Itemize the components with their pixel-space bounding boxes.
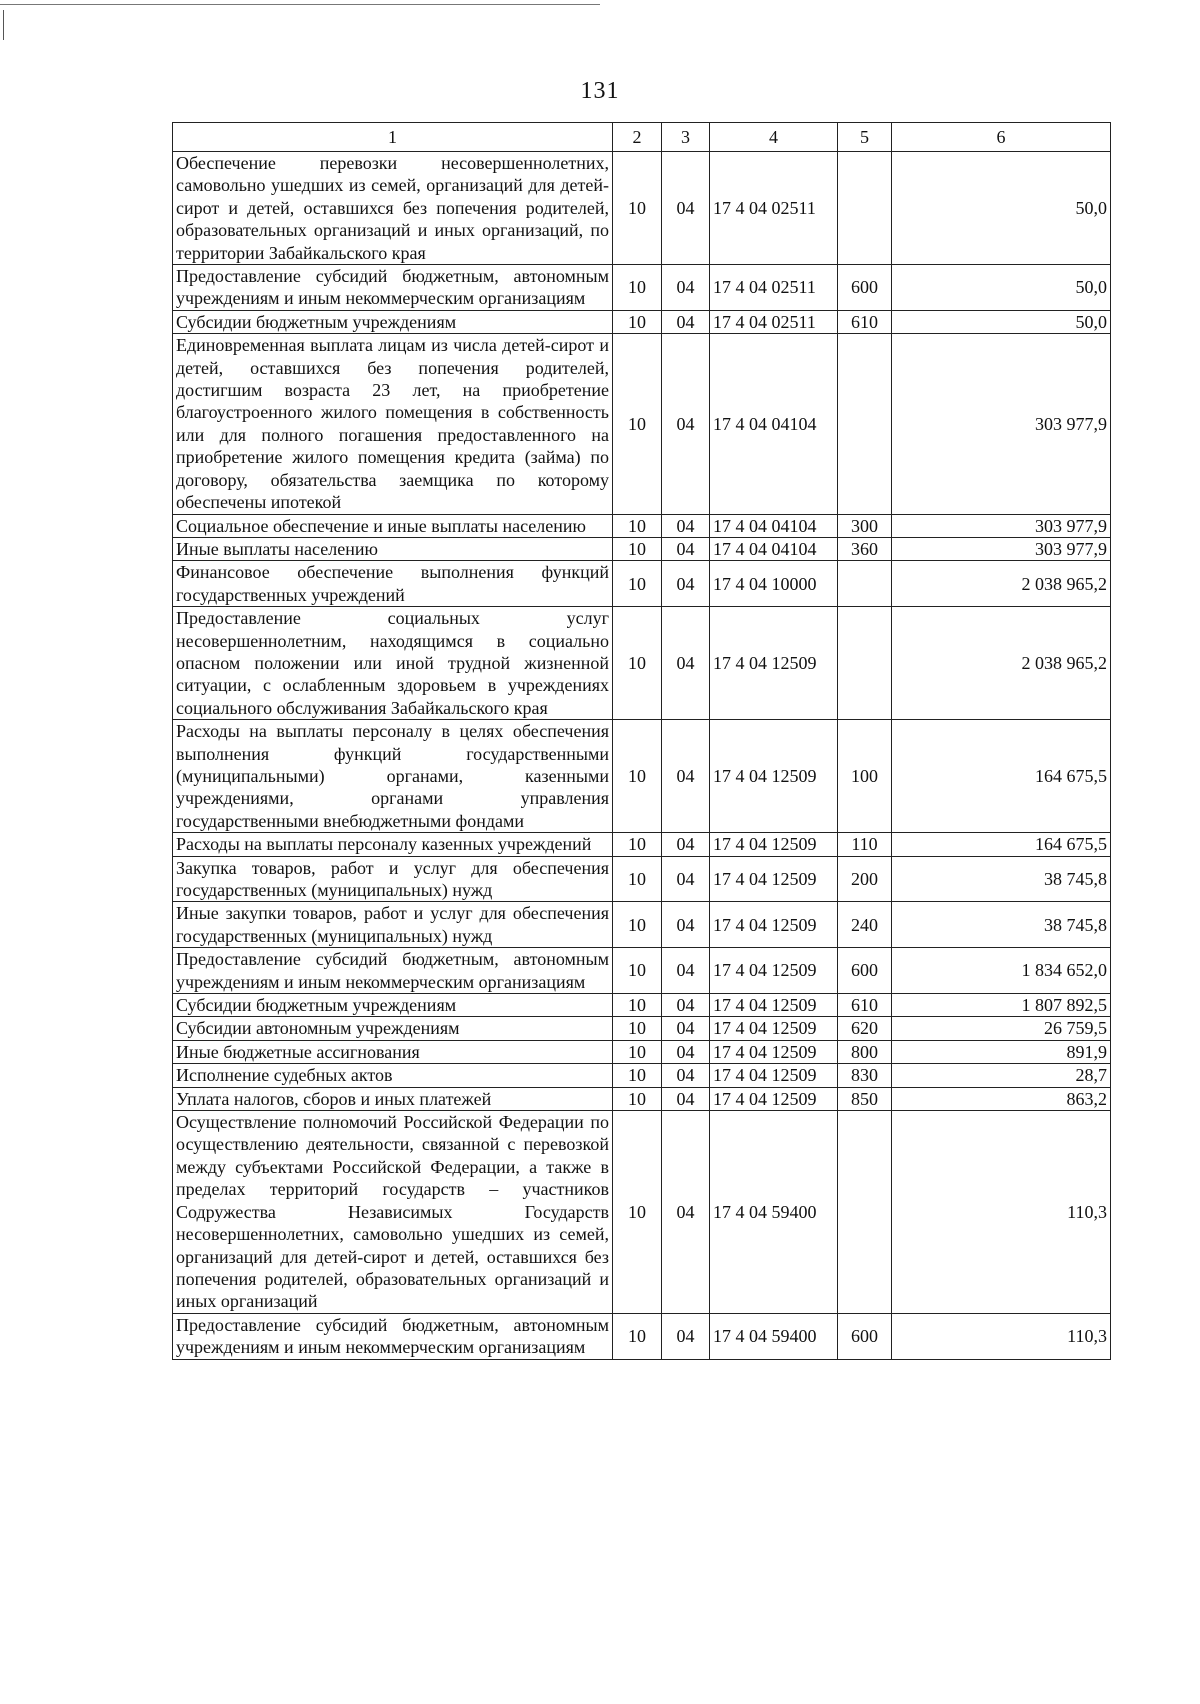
table-row bbox=[173, 607, 1111, 720]
row-subsection-code: 04 bbox=[662, 1087, 710, 1110]
table-row bbox=[173, 1040, 1111, 1063]
row-amount: 38 745,8 bbox=[892, 856, 1111, 902]
row-amount: 2 038 965,2 bbox=[892, 561, 1111, 607]
table-row bbox=[173, 1017, 1111, 1040]
row-name: Расходы на выплаты персоналу казенных учреждений bbox=[173, 833, 613, 856]
row-section-code: 10 bbox=[613, 1313, 662, 1359]
row-subsection-code: 04 bbox=[662, 265, 710, 311]
row-section-code: 10 bbox=[613, 948, 662, 994]
table-row bbox=[173, 1087, 1111, 1110]
column-header-5: 5 bbox=[838, 123, 892, 152]
row-target-article: 17 4 04 59400 bbox=[710, 1111, 838, 1314]
row-target-article: 17 4 04 12509 bbox=[710, 720, 838, 833]
row-target-article: 17 4 04 12509 bbox=[710, 1064, 838, 1087]
row-amount: 1 807 892,5 bbox=[892, 994, 1111, 1017]
row-expense-type: 610 bbox=[838, 994, 892, 1017]
table-row bbox=[173, 334, 1111, 514]
row-target-article: 17 4 04 12509 bbox=[710, 948, 838, 994]
row-expense-type bbox=[838, 334, 892, 514]
row-target-article: 17 4 04 12509 bbox=[710, 902, 838, 948]
row-subsection-code: 04 bbox=[662, 334, 710, 514]
table-row bbox=[173, 856, 1111, 902]
page-number: 131 bbox=[580, 78, 620, 104]
row-section-code: 10 bbox=[613, 856, 662, 902]
row-amount: 110,3 bbox=[892, 1111, 1111, 1314]
row-amount: 1 834 652,0 bbox=[892, 948, 1111, 994]
table-row bbox=[173, 310, 1111, 333]
row-expense-type: 300 bbox=[838, 514, 892, 537]
row-subsection-code: 04 bbox=[662, 994, 710, 1017]
table-row bbox=[173, 1313, 1111, 1359]
row-subsection-code: 04 bbox=[662, 833, 710, 856]
row-name: Предоставление субсидий бюджетным, автономным учреждениям и иным некоммерческим организациям bbox=[173, 948, 613, 994]
table-row bbox=[173, 265, 1111, 311]
row-section-code: 10 bbox=[613, 514, 662, 537]
row-section-code: 10 bbox=[613, 994, 662, 1017]
row-amount: 891,9 bbox=[892, 1040, 1111, 1063]
table-row bbox=[173, 720, 1111, 833]
row-section-code: 10 bbox=[613, 334, 662, 514]
row-subsection-code: 04 bbox=[662, 1064, 710, 1087]
row-target-article: 17 4 04 04104 bbox=[710, 537, 838, 560]
column-header-3: 3 bbox=[662, 123, 710, 152]
table-row bbox=[173, 514, 1111, 537]
row-subsection-code: 04 bbox=[662, 720, 710, 833]
row-section-code: 10 bbox=[613, 537, 662, 560]
row-expense-type: 360 bbox=[838, 537, 892, 560]
table-row bbox=[173, 561, 1111, 607]
row-expense-type: 110 bbox=[838, 833, 892, 856]
table-row bbox=[173, 948, 1111, 994]
row-amount: 26 759,5 bbox=[892, 1017, 1111, 1040]
table-row bbox=[173, 902, 1111, 948]
scan-edge-line bbox=[0, 4, 600, 5]
table-row bbox=[173, 537, 1111, 560]
row-target-article: 17 4 04 59400 bbox=[710, 1313, 838, 1359]
row-subsection-code: 04 bbox=[662, 152, 710, 265]
row-target-article: 17 4 04 04104 bbox=[710, 514, 838, 537]
row-target-article: 17 4 04 02511 bbox=[710, 265, 838, 311]
row-subsection-code: 04 bbox=[662, 1040, 710, 1063]
header-row bbox=[173, 123, 1111, 152]
row-section-code: 10 bbox=[613, 1087, 662, 1110]
row-section-code: 10 bbox=[613, 265, 662, 311]
table-body bbox=[173, 152, 1111, 1360]
row-expense-type: 240 bbox=[838, 902, 892, 948]
row-subsection-code: 04 bbox=[662, 607, 710, 720]
row-section-code: 10 bbox=[613, 152, 662, 265]
row-amount: 303 977,9 bbox=[892, 537, 1111, 560]
row-expense-type: 600 bbox=[838, 265, 892, 311]
row-name: Финансовое обеспечение выполнения функций государственных учреждений bbox=[173, 561, 613, 607]
row-subsection-code: 04 bbox=[662, 561, 710, 607]
row-subsection-code: 04 bbox=[662, 948, 710, 994]
row-target-article: 17 4 04 12509 bbox=[710, 1040, 838, 1063]
row-expense-type: 610 bbox=[838, 310, 892, 333]
row-subsection-code: 04 bbox=[662, 856, 710, 902]
row-subsection-code: 04 bbox=[662, 1017, 710, 1040]
row-amount: 2 038 965,2 bbox=[892, 607, 1111, 720]
row-expense-type: 800 bbox=[838, 1040, 892, 1063]
row-expense-type: 850 bbox=[838, 1087, 892, 1110]
row-expense-type: 620 bbox=[838, 1017, 892, 1040]
row-subsection-code: 04 bbox=[662, 1111, 710, 1314]
row-section-code: 10 bbox=[613, 1017, 662, 1040]
row-target-article: 17 4 04 02511 bbox=[710, 310, 838, 333]
row-name: Уплата налогов, сборов и иных платежей bbox=[173, 1087, 613, 1110]
row-expense-type: 200 bbox=[838, 856, 892, 902]
row-amount: 28,7 bbox=[892, 1064, 1111, 1087]
row-section-code: 10 bbox=[613, 1040, 662, 1063]
row-name: Единовременная выплата лицам из числа детей-сирот и детей, оставшихся без попечения родителей, достигшим возраста 23 лет, на приобретение благоустроенного жилого помещения в собственность или для полного погашения предоставленного на приобретение жилого помещения кредита (займа) по договору, обязательства заемщика по которому обеспечены ипотекой bbox=[173, 334, 613, 514]
row-expense-type: 830 bbox=[838, 1064, 892, 1087]
row-section-code: 10 bbox=[613, 1064, 662, 1087]
row-name: Предоставление социальных услуг несовершеннолетним, находящимся в социально опасном положении или иной трудной жизненной ситуации, с ослабленным здоровьем в учреждениях социального обслуживания Забайкальского края bbox=[173, 607, 613, 720]
row-target-article: 17 4 04 12509 bbox=[710, 856, 838, 902]
table-header bbox=[173, 123, 1111, 152]
row-amount: 50,0 bbox=[892, 152, 1111, 265]
row-expense-type: 600 bbox=[838, 948, 892, 994]
row-section-code: 10 bbox=[613, 607, 662, 720]
row-expense-type bbox=[838, 607, 892, 720]
row-amount: 863,2 bbox=[892, 1087, 1111, 1110]
row-section-code: 10 bbox=[613, 902, 662, 948]
row-section-code: 10 bbox=[613, 561, 662, 607]
row-subsection-code: 04 bbox=[662, 902, 710, 948]
row-target-article: 17 4 04 12509 bbox=[710, 994, 838, 1017]
budget-table bbox=[172, 122, 1111, 1360]
row-name: Предоставление субсидий бюджетным, автономным учреждениям и иным некоммерческим организациям bbox=[173, 1313, 613, 1359]
row-target-article: 17 4 04 12509 bbox=[710, 607, 838, 720]
scan-edge-mark bbox=[3, 10, 4, 40]
row-amount: 50,0 bbox=[892, 265, 1111, 311]
row-expense-type bbox=[838, 1111, 892, 1314]
row-target-article: 17 4 04 12509 bbox=[710, 833, 838, 856]
row-subsection-code: 04 bbox=[662, 1313, 710, 1359]
row-target-article: 17 4 04 10000 bbox=[710, 561, 838, 607]
row-amount: 38 745,8 bbox=[892, 902, 1111, 948]
row-amount: 110,3 bbox=[892, 1313, 1111, 1359]
row-amount: 303 977,9 bbox=[892, 514, 1111, 537]
column-header-4: 4 bbox=[710, 123, 838, 152]
row-subsection-code: 04 bbox=[662, 514, 710, 537]
row-name: Расходы на выплаты персоналу в целях обеспечения выполнения функций государственными (муниципальными) органами, казенными учреждениями, органами управления государственными внебюджетными фондами bbox=[173, 720, 613, 833]
row-subsection-code: 04 bbox=[662, 537, 710, 560]
row-expense-type: 600 bbox=[838, 1313, 892, 1359]
row-name: Иные бюджетные ассигнования bbox=[173, 1040, 613, 1063]
row-section-code: 10 bbox=[613, 720, 662, 833]
row-amount: 164 675,5 bbox=[892, 720, 1111, 833]
row-name: Иные закупки товаров, работ и услуг для обеспечения государственных (муниципальных) нужд bbox=[173, 902, 613, 948]
row-section-code: 10 bbox=[613, 1111, 662, 1314]
table-row bbox=[173, 833, 1111, 856]
row-expense-type bbox=[838, 152, 892, 265]
row-target-article: 17 4 04 12509 bbox=[710, 1017, 838, 1040]
row-amount: 164 675,5 bbox=[892, 833, 1111, 856]
row-name: Социальное обеспечение и иные выплаты населению bbox=[173, 514, 613, 537]
column-header-1: 1 bbox=[173, 123, 613, 152]
row-amount: 303 977,9 bbox=[892, 334, 1111, 514]
column-header-2: 2 bbox=[613, 123, 662, 152]
row-section-code: 10 bbox=[613, 833, 662, 856]
table-row bbox=[173, 1111, 1111, 1314]
row-target-article: 17 4 04 04104 bbox=[710, 334, 838, 514]
row-target-article: 17 4 04 12509 bbox=[710, 1087, 838, 1110]
row-subsection-code: 04 bbox=[662, 310, 710, 333]
row-name: Обеспечение перевозки несовершеннолетних, самовольно ушедших из семей, организаций для детей-сирот и детей, оставшихся без попечения родителей, образовательных организаций и иных организаций, по территории Забайкальского края bbox=[173, 152, 613, 265]
row-name: Предоставление субсидий бюджетным, автономным учреждениям и иным некоммерческим организациям bbox=[173, 265, 613, 311]
row-target-article: 17 4 04 02511 bbox=[710, 152, 838, 265]
row-name: Субсидии бюджетным учреждениям bbox=[173, 310, 613, 333]
column-header-6: 6 bbox=[892, 123, 1111, 152]
row-name: Осуществление полномочий Российской Федерации по осуществлению деятельности, связанной с перевозкой между субъектами Российской Федерации, а также в пределах территорий государств – участников Содружества Независимых Государств несовершеннолетних, самовольно ушедших из семей, организаций для детей-сирот и детей, оставшихся без попечения родителей, образовательных организаций и иных организаций bbox=[173, 1111, 613, 1314]
row-expense-type bbox=[838, 561, 892, 607]
table-row bbox=[173, 1064, 1111, 1087]
row-name: Субсидии автономным учреждениям bbox=[173, 1017, 613, 1040]
row-name: Закупка товаров, работ и услуг для обеспечения государственных (муниципальных) нужд bbox=[173, 856, 613, 902]
row-name: Субсидии бюджетным учреждениям bbox=[173, 994, 613, 1017]
table-row bbox=[173, 994, 1111, 1017]
row-section-code: 10 bbox=[613, 310, 662, 333]
row-expense-type: 100 bbox=[838, 720, 892, 833]
row-name: Исполнение судебных актов bbox=[173, 1064, 613, 1087]
row-amount: 50,0 bbox=[892, 310, 1111, 333]
table-row bbox=[173, 152, 1111, 265]
row-name: Иные выплаты населению bbox=[173, 537, 613, 560]
